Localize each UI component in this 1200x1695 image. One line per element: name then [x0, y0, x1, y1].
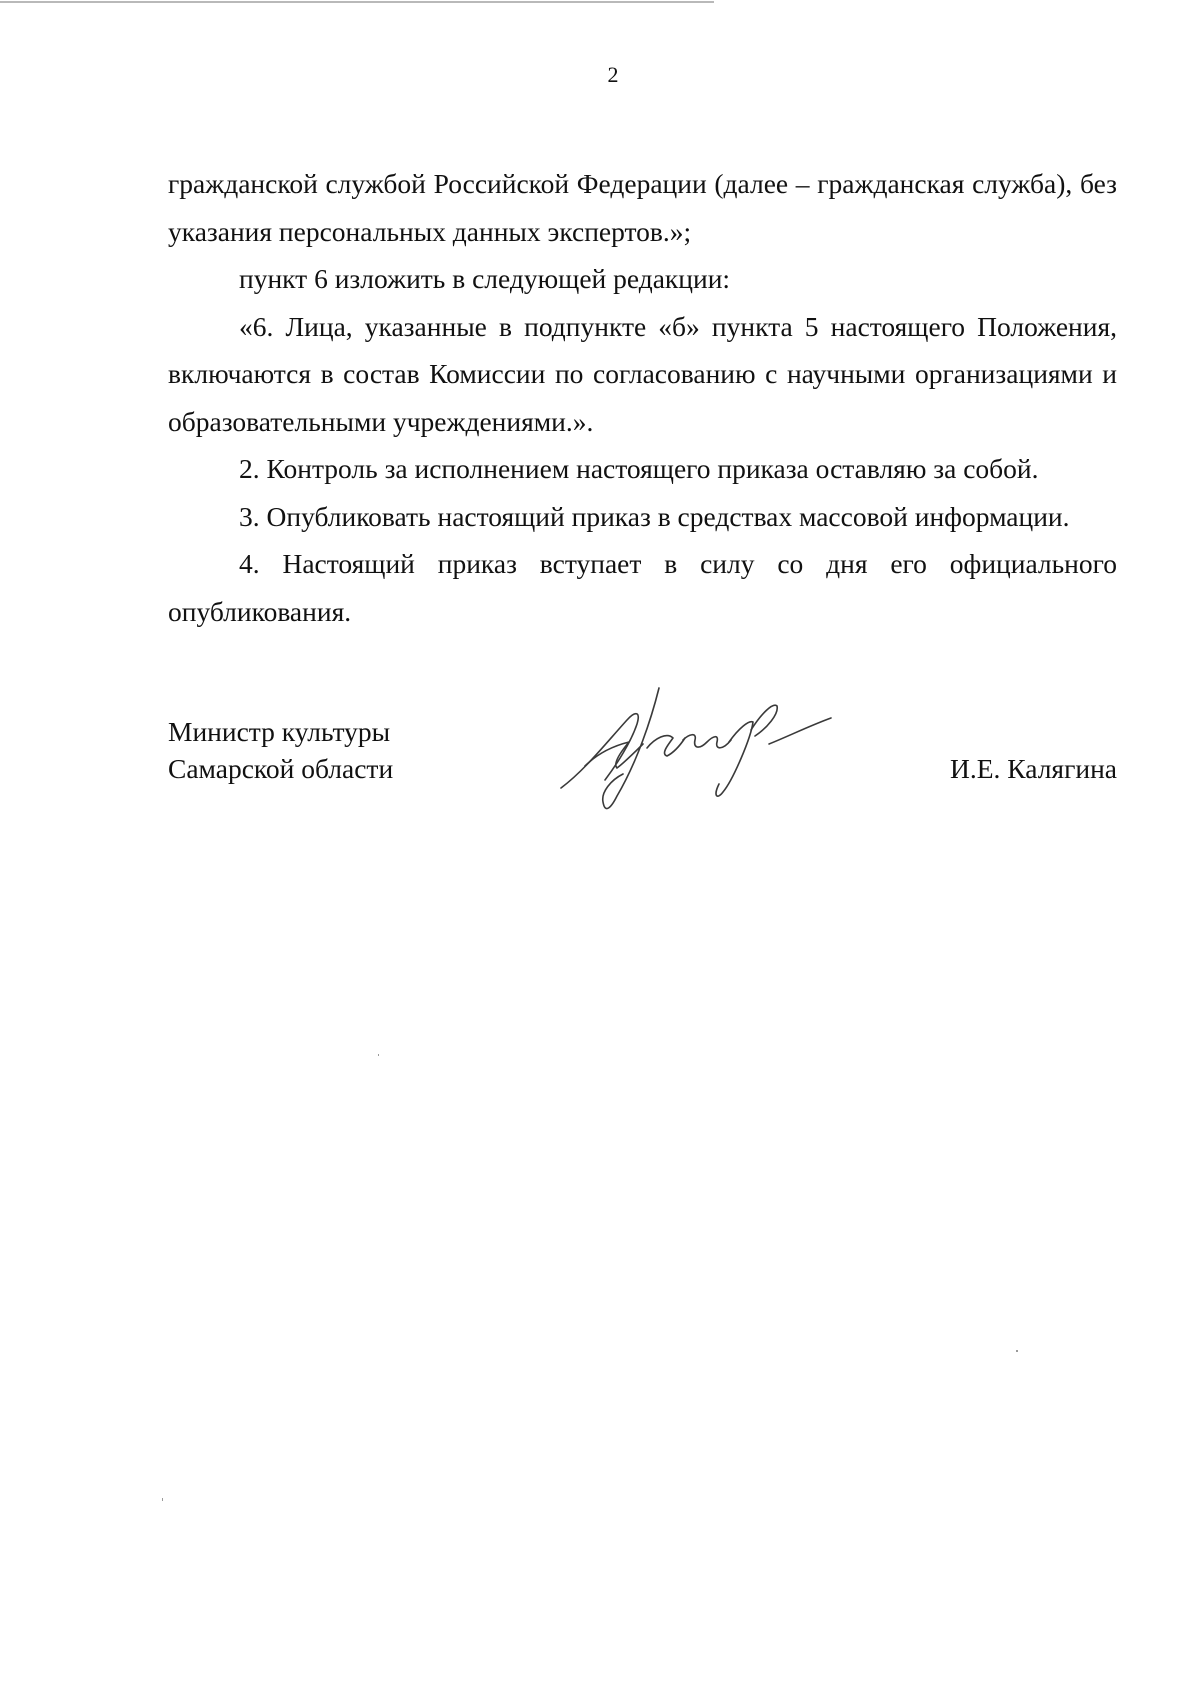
handwritten-signature	[555, 680, 855, 820]
paragraph-amendment-intro: пункт 6 изложить в следующей редакции:	[239, 263, 731, 294]
paragraph-item-4: 4. Настоящий приказ вступает в силу со дня его официального опубликования.	[168, 548, 1117, 627]
paragraph-item-3: 3. Опубликовать настоящий приказ в средствах массовой информации.	[239, 500, 1070, 532]
signatory-position	[168, 713, 393, 787]
scan-speck	[378, 1054, 379, 1056]
signatory-name: И.Е. Калягина	[949, 753, 1117, 784]
paragraph-amendment-text: «6. Лица, указанные в подпункте «б» пункта 5 настоящего Положения, включаются в состав Комиссии по согласованию с научными организациями и образовательными учреждениями.».	[168, 310, 1117, 437]
scan-top-edge	[0, 1, 714, 3]
paragraph-continuation: гражданской службой Российской Федерации (далее – гражданская служба), без указания персональных данных экспертов.»;	[168, 168, 1117, 247]
scan-speck	[1016, 1350, 1018, 1352]
signatory-position-line-2: Самарской области	[168, 753, 394, 784]
page-number: 2	[607, 62, 619, 87]
paragraph-item-2: 2. Контроль за исполнением настоящего приказа оставляю за собой.	[239, 453, 1039, 484]
signatory-position-line-1: Министр культуры	[168, 716, 391, 747]
scan-speck	[162, 1498, 163, 1501]
document-body	[168, 160, 1117, 635]
